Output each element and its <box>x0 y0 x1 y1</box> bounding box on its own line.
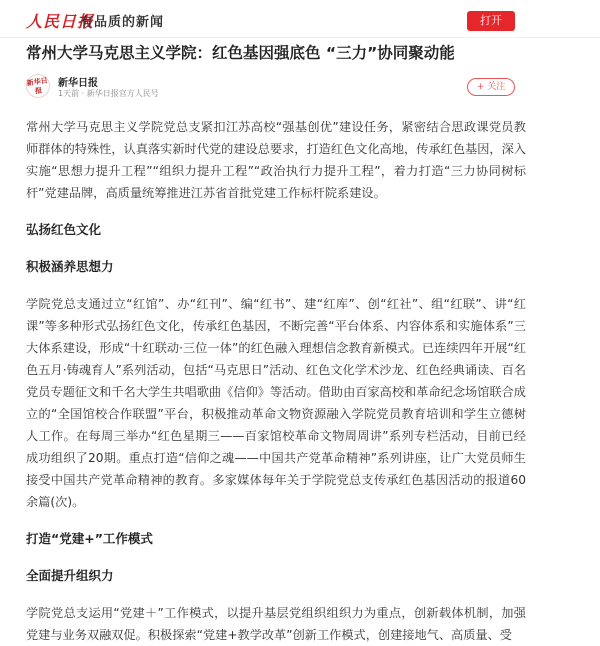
section-heading: 打造“党建+”工作模式 <box>26 531 153 546</box>
subsection-heading: 积极涵养思想力 <box>26 259 114 274</box>
article-title: 常州大学马克思主义学院：红色基因强底色 “三力”协同聚动能 <box>26 44 455 62</box>
app-logo[interactable]: 人民日报 <box>26 12 95 31</box>
follow-button[interactable]: + 关注 <box>467 78 515 96</box>
top-bar <box>0 0 600 38</box>
author-row <box>26 74 586 102</box>
author-meta: 1天前 · 新华日报官方人民号 <box>58 89 159 98</box>
paragraph-body: 学院党总支运用“党建＋”工作模式，以提升基层党组织组织力为重点，创新载体机制，加强党建与业务双融双促。积极探索“党建+教学改革”创新工作模式，创建接地气、高质量、受 <box>26 606 526 642</box>
paragraph-body: 学院党总支通过立“红馆”、办“红刊”、编“红书”、建“红库”、创“红社”、组“红联”、讲“红课”等多种形式弘扬红色文化，传承红色基因，不断完善“平台体系、内容体系和实施体系”三大体系建设，形成“十红联动·三位一体”的红色融入理想信念教育新模式。已连续四年开展“红色五月·铸魂育人”系列活动，包括“马克思日”活动、红色文化学术沙龙、红色经典诵读、百名党员专题征文和千名大学生共唱歌曲《信仰》等活动。借助由百家高校和革命纪念场馆联合成立的“全国馆校合作联盟”平台，积极推动革命文物资源融入学院党员教育培训和学生立德树人工作。在每周三举办“红色星期三——百家馆校革命文物周周讲”系列专栏活动，目前已经成功组织了20期。重点打造“信仰之魂——中国共产党革命精神”系列讲座，让广大党员师生接受中国共产党革命精神的教育。多家媒体每年关于学院党总支传承红色基因活动的报道60余篇(次)。 <box>26 297 526 509</box>
paragraph-intro: 常州大学马克思主义学院党总支紧扣江苏高校“强基创优”建设任务，紧密结合思政课党员教师群体的特殊性，认真落实新时代党的建设总要求，打造红色文化高地，传承红色基因，深入实施“思想力提升工程”“组织力提升工程”“政治执行力提升工程”，着力打造“三力协同树标杆”党建品牌，高质量统筹推进江苏省首批党建工作标杆院系建设。 <box>26 120 526 200</box>
section-heading: 弘扬红色文化 <box>26 222 102 237</box>
avatar-logo-text: 新华日报 <box>26 76 49 96</box>
author-name[interactable]: 新华日报 <box>58 78 98 89</box>
app-slogan: 有品质的新闻 <box>80 15 165 30</box>
open-app-button[interactable]: 打开 <box>467 11 515 31</box>
avatar[interactable] <box>26 74 50 98</box>
article-body <box>26 116 526 646</box>
subsection-heading: 全面提升组织力 <box>26 568 114 583</box>
